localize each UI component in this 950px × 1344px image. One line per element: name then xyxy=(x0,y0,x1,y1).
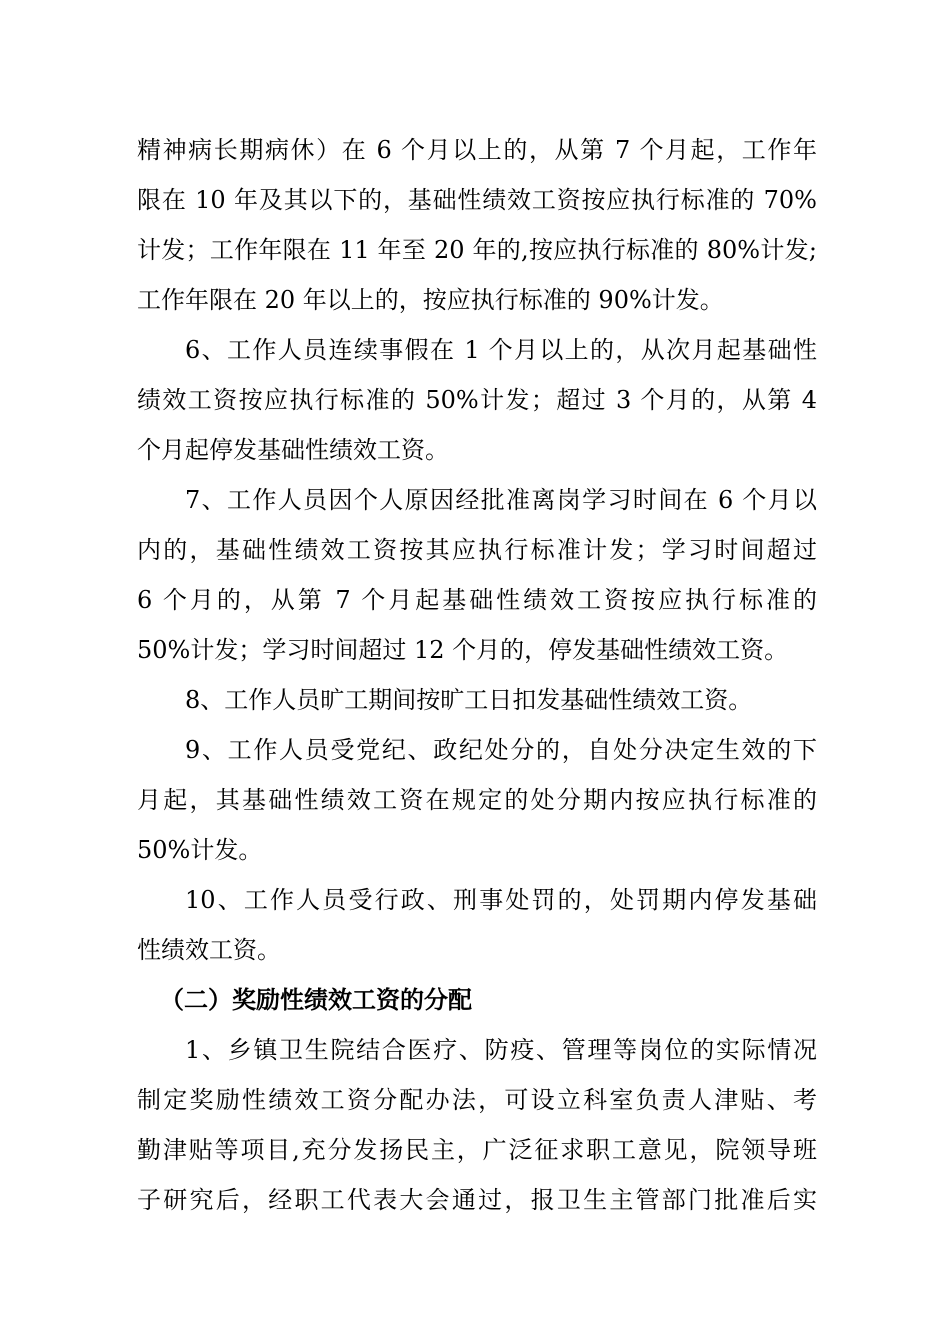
text-line: 勤津贴等项目,充分发扬民主，广泛征求职工意见，院领导班 xyxy=(137,1136,817,1164)
text-line: 性绩效工资。 xyxy=(137,936,281,964)
paragraph-6-first-line: 6、工作人员连续事假在 1 个月以上的，从次月起基础性 xyxy=(185,336,817,364)
paragraph-7-first-line: 7、工作人员因个人原因经批准离岗学习时间在 6 个月以 xyxy=(185,486,817,514)
text-line: 制定奖励性绩效工资分配办法，可设立科室负责人津贴、考 xyxy=(137,1086,817,1114)
paragraph-1-first-line: 1、乡镇卫生院结合医疗、防疫、管理等岗位的实际情况 xyxy=(185,1036,817,1064)
text-line: 月起，其基础性绩效工资在规定的处分期内按应执行标准的 xyxy=(137,786,817,814)
text-line: 内的，基础性绩效工资按其应执行标准计发；学习时间超过 xyxy=(137,536,817,564)
paragraph-10-first-line: 10、工作人员受行政、刑事处罚的，处罚期内停发基础 xyxy=(185,886,817,914)
text-line: 子研究后，经职工代表大会通过，报卫生主管部门批准后实 xyxy=(137,1186,817,1214)
text-line: 50%计发。 xyxy=(137,836,263,864)
text-line: 精神病长期病休）在 6 个月以上的，从第 7 个月起，工作年 xyxy=(137,136,817,164)
text-line: 50%计发；学习时间超过 12 个月的，停发基础性绩效工资。 xyxy=(137,636,789,664)
text-line: 计发；工作年限在 11 年至 20 年的,按应执行标准的 80%计发; xyxy=(137,236,817,264)
text-line: 工作年限在 20 年以上的，按应执行标准的 90%计发。 xyxy=(137,286,724,314)
text-line: 绩效工资按应执行标准的 50%计发；超过 3 个月的，从第 4 xyxy=(137,386,817,414)
text-line: 6 个月的，从第 7 个月起基础性绩效工资按应执行标准的 xyxy=(137,586,817,614)
text-line: 个月起停发基础性绩效工资。 xyxy=(137,436,449,464)
section-heading: （二）奖励性绩效工资的分配 xyxy=(160,986,472,1014)
paragraph-9-first-line: 9、工作人员受党纪、政纪处分的，自处分决定生效的下 xyxy=(185,736,817,764)
text-line: 限在 10 年及其以下的，基础性绩效工资按应执行标准的 70% xyxy=(137,186,817,214)
paragraph-8-line: 8、工作人员旷工期间按旷工日扣发基础性绩效工资。 xyxy=(185,686,753,714)
